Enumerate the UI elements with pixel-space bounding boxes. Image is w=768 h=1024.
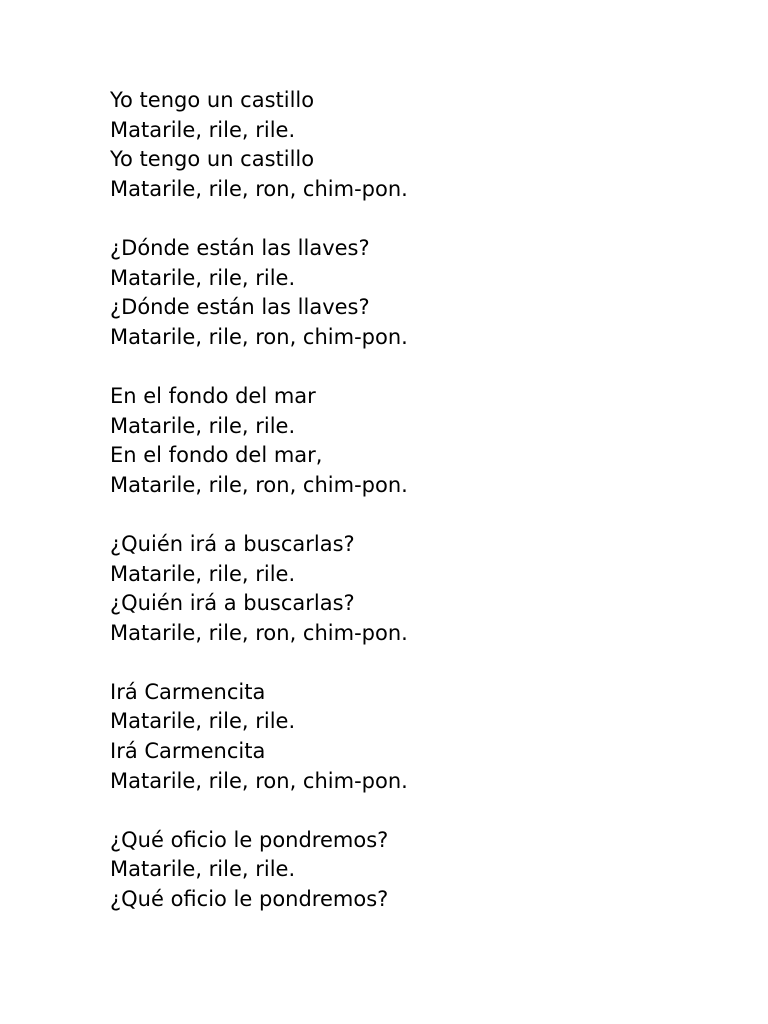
stanza-separator — [110, 648, 710, 678]
stanza-5 — [110, 678, 710, 796]
stanza-separator — [110, 500, 710, 530]
lyric-line: Irá Carmencita — [110, 679, 266, 704]
lyric-line: En el fondo del mar, — [110, 443, 323, 468]
lyric-line: Matarile, rile, ron, chim-pon. — [110, 768, 408, 793]
lyric-line: ¿Qué oficio le pondremos? — [110, 887, 389, 912]
lyric-line: Matarile, rile, ron, chim-pon. — [110, 176, 408, 201]
lyric-line: Yo tengo un castillo — [110, 88, 315, 112]
lyric-line: Matarile, rile, rile. — [110, 265, 296, 290]
lyric-line: Matarile, rile, rile. — [110, 561, 296, 586]
lyric-line: Matarile, rile, ron, chim-pon. — [110, 324, 408, 349]
stanza-separator — [110, 352, 710, 382]
stanza-separator — [110, 796, 710, 826]
lyric-line: Matarile, rile, rile. — [110, 413, 296, 438]
stanza-separator — [110, 204, 710, 234]
lyric-line: ¿Dónde están las llaves? — [110, 295, 370, 320]
lyric-line: ¿Dónde están las llaves? — [110, 235, 370, 260]
stanza-6 — [110, 826, 710, 915]
lyric-line: Matarile, rile, rile. — [110, 709, 296, 734]
song-lyrics — [110, 86, 710, 915]
lyric-line: ¿Quién irá a buscarlas? — [110, 531, 355, 556]
lyric-line: Yo tengo un castillo — [110, 147, 315, 172]
lyric-line: Matarile, rile, ron, chim-pon. — [110, 620, 408, 645]
lyric-line: ¿Quién irá a buscarlas? — [110, 591, 355, 616]
lyric-line: En el fondo del mar — [110, 383, 316, 408]
stanza-2 — [110, 234, 710, 352]
lyric-line: Irá Carmencita — [110, 739, 266, 764]
stanza-3 — [110, 382, 710, 500]
lyric-line: Matarile, rile, ron, chim-pon. — [110, 472, 408, 497]
lyric-line: Matarile, rile, rile. — [110, 117, 296, 142]
stanza-1 — [110, 86, 710, 204]
lyric-line: ¿Qué oficio le pondremos? — [110, 827, 389, 852]
stanza-4 — [110, 530, 710, 648]
lyric-line: Matarile, rile, rile. — [110, 857, 296, 882]
